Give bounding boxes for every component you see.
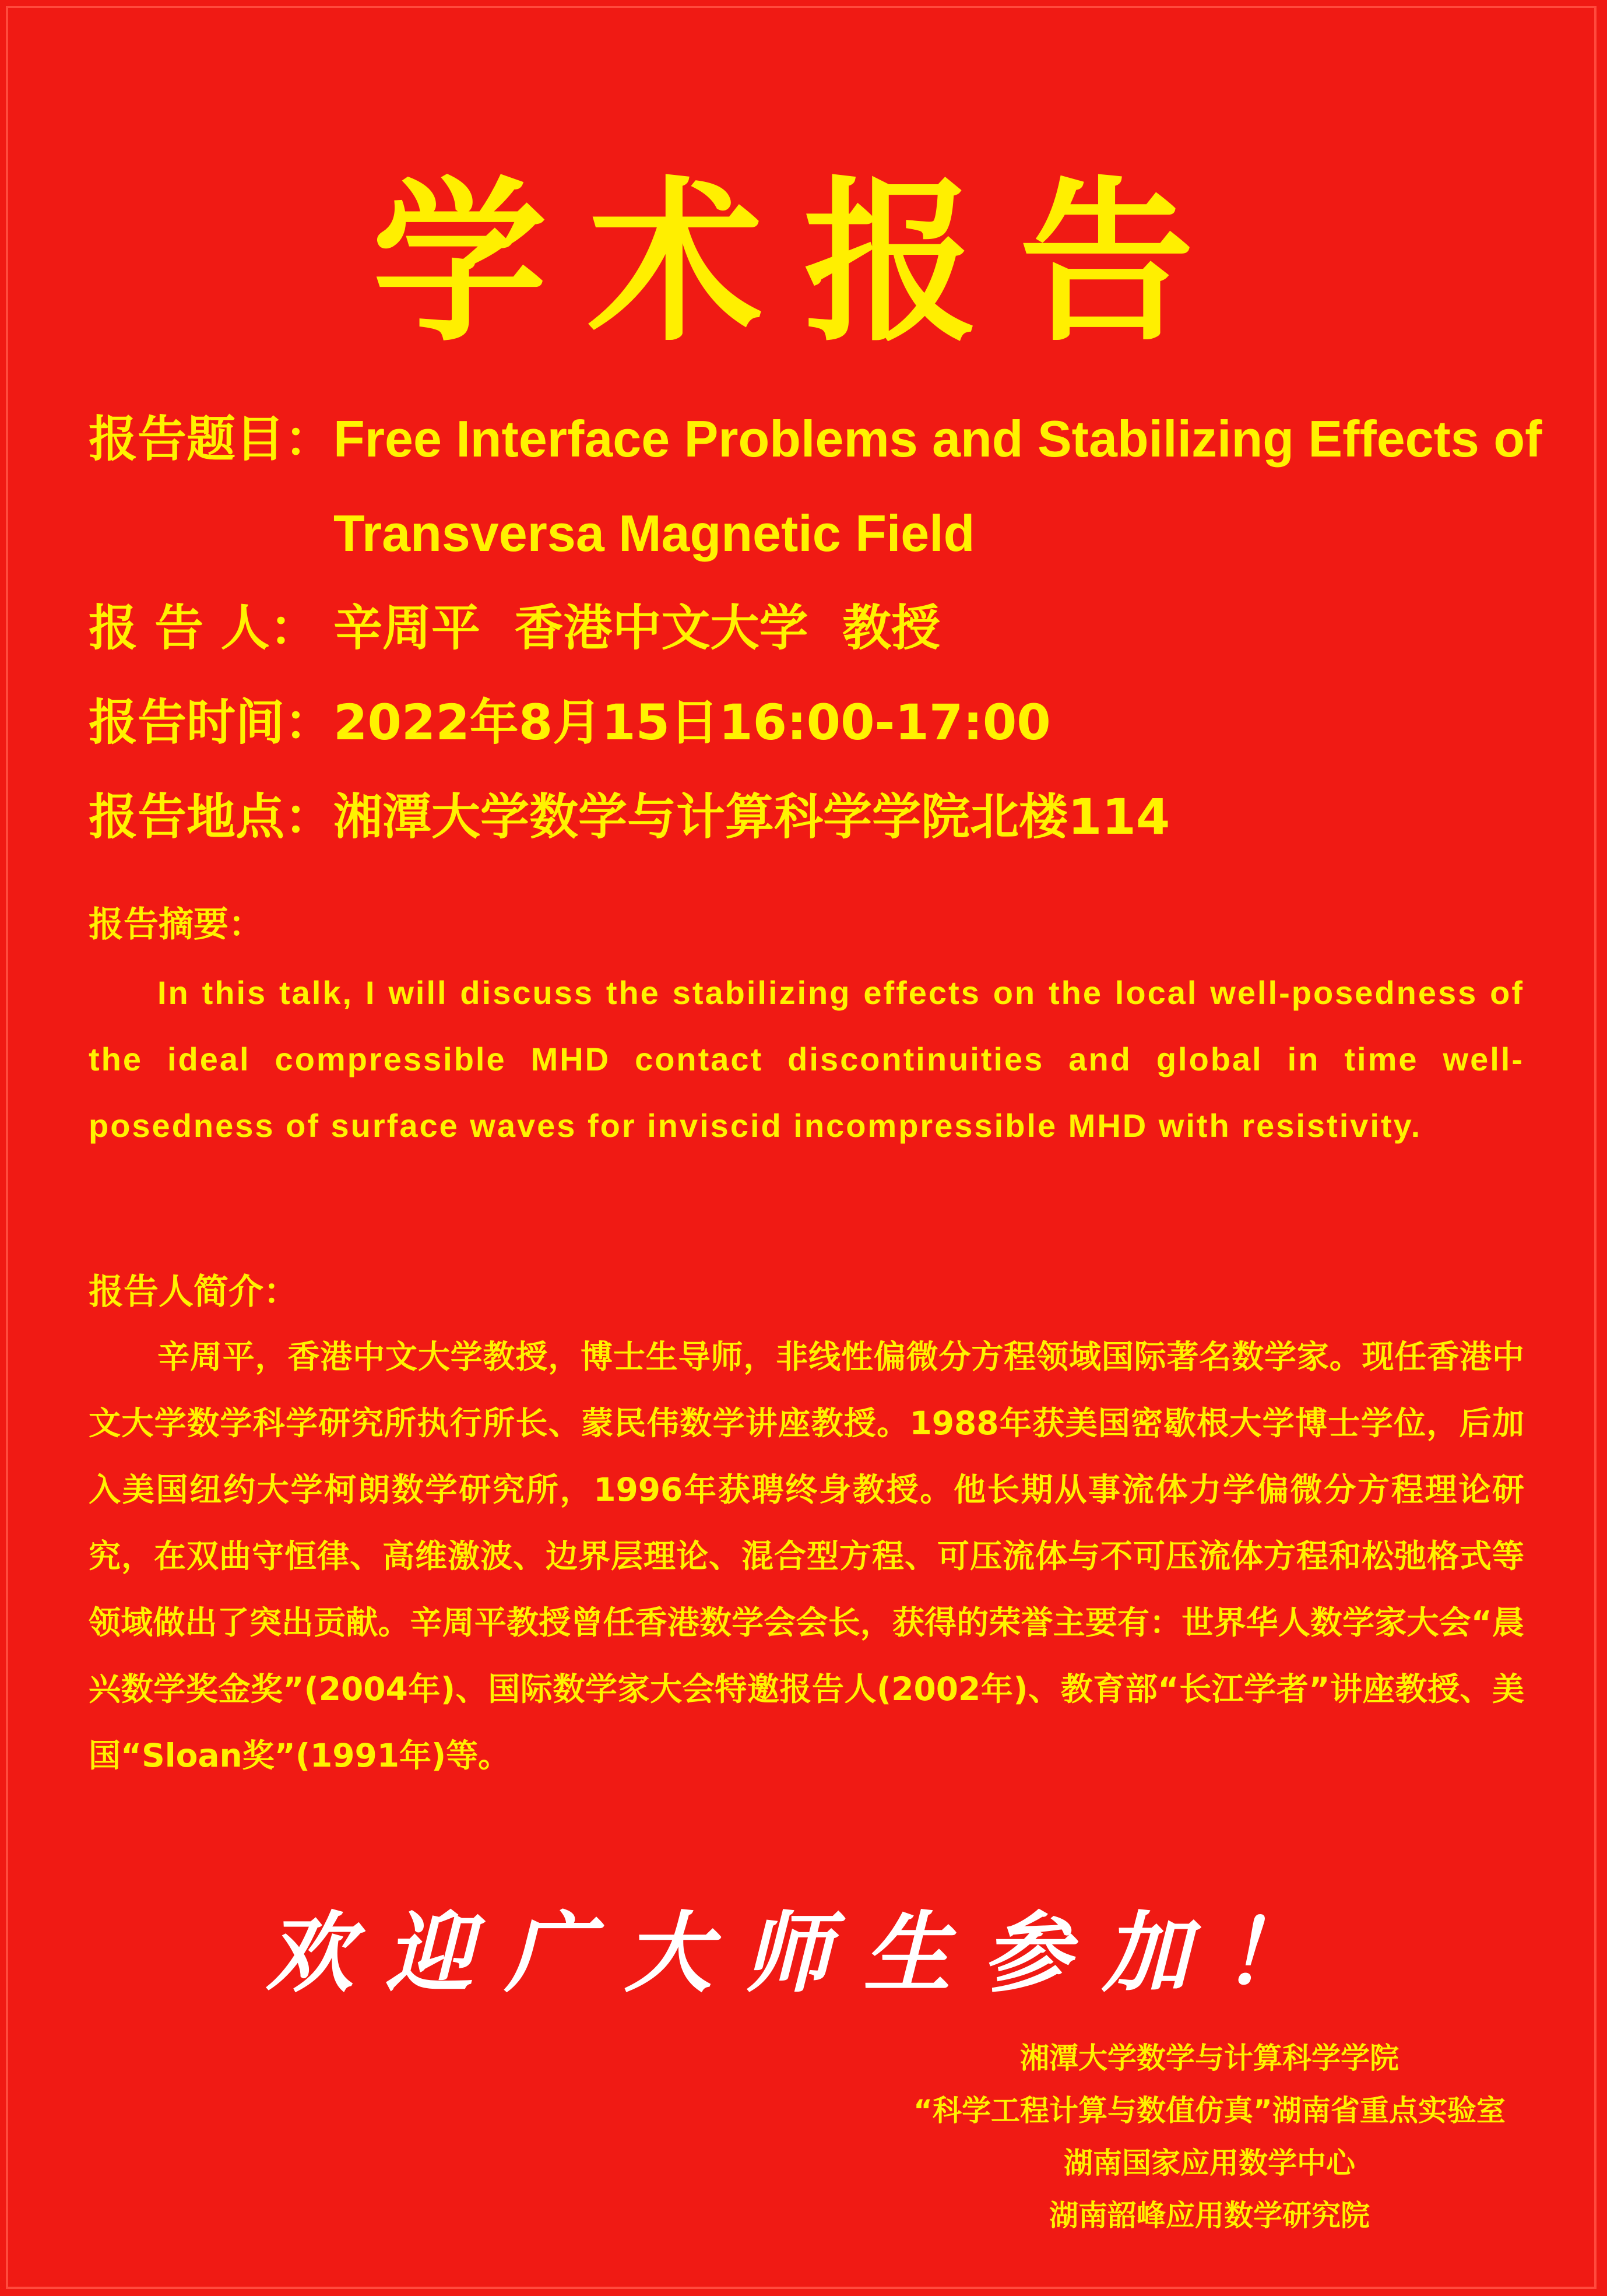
report-title-line1: Free Interface Problems and Stabilizing Effects of xyxy=(333,410,1542,468)
location-label: 报告地点： xyxy=(89,788,334,845)
organizer-line: 湖南韶峰应用数学研究院 xyxy=(1049,2199,1370,2232)
bio-label: 报告人简介： xyxy=(89,1272,298,1312)
organizer-line: “科学工程计算与数值仿真”湖南省重点实验室 xyxy=(913,2094,1506,2128)
organizer-line: 湖南国家应用数学中心 xyxy=(1064,2146,1355,2180)
abstract-text: In this talk, I will discuss the stabilizing effects on the local well-posedness of the ideal compressible MHD contact discontinuities and global in time well-posedness of surface waves for inviscid incompressible MHD with resistivity. xyxy=(89,974,1524,1144)
speaker-label: 报 告 人： xyxy=(89,599,319,656)
poster-title: 学术报告 xyxy=(372,159,1235,365)
speaker-value: 辛周平 香港中文大学 教授 xyxy=(333,599,940,656)
organizers xyxy=(874,2032,1545,2242)
organizer-line: 湘潭大学数学与计算科学学院 xyxy=(1020,2041,1399,2075)
welcome-slogan: 欢迎广大师生参加！ xyxy=(265,1902,1341,2004)
location-value: 湘潭大学数学与计算科学学院北楼114 xyxy=(333,788,1170,845)
report-title-line2: Transversa Magnetic Field xyxy=(333,504,975,562)
report-title-label: 报告题目： xyxy=(89,410,334,468)
abstract-label: 报告摘要： xyxy=(89,904,263,945)
bio-text: 辛周平，香港中文大学教授，博士生导师，非线性偏微分方程领域国际著名数学家。现任香港中文大学数学科学研究所执行所长、蒙民伟数学讲座教授。1988年获美国密歇根大学博士学位，后加入美国纽约大学柯朗数学研究所，1996年获聘终身教授。他长期从事流体力学偏微分方程理论研究，在双曲守恒律、高维激波、边界层理论、混合型方程、可压流体与不可压流体方程和松弛格式等领域做出了突出贡献。辛周平教授曾任香港数学会会长，获得的荣誉主要有：世界华人数学家大会“晨兴数学奖金奖”(2004年)、国际数学家大会特邀报告人(2002年)、教育部“长江学者”讲座教授、美国“Sloan奖”(1991年)等。 xyxy=(89,1338,1524,1774)
time-label: 报告时间： xyxy=(89,694,334,751)
time-value: 2022年8月15日16:00-17:00 xyxy=(333,694,1051,751)
